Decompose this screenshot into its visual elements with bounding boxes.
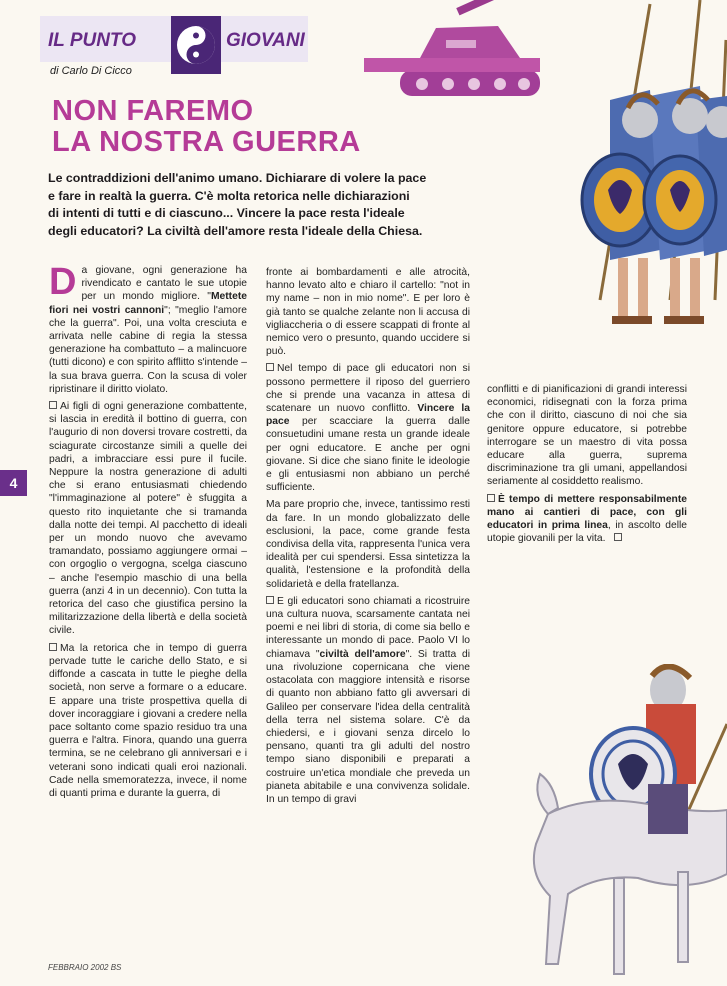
article-column-1 — [49, 261, 247, 804]
checkbox-icon — [49, 643, 57, 651]
footer: FEBBRAIO 2002 BS — [48, 963, 122, 972]
article-column-3 — [487, 383, 687, 549]
lead-line: e fare in realtà la guerra. C'è molta retorica nelle dichiarazioni — [48, 188, 410, 203]
headline-line-2: LA NOSTRA GUERRA — [52, 126, 361, 158]
highlight-text: civiltà dell'amore — [319, 648, 406, 660]
rider-illustration — [528, 664, 727, 986]
highlight-text: Vincere la pace — [266, 403, 470, 428]
paragraph: Ai figli di ogni generazione combattente, si lascia in eredità il bottino di guerra, con l'augurio di non doversi trovare costretti, da sciagurate circostanze simili a quelle dei padri, a imbracciare essi pure il fucile. Neppure la nostra generazione di adulti che si erano entusiasmati chiedendo "l'immaginazione al potere" è sfuggita a questo rito inquietante che si tramanda dalla notte dei tempi. Al pacchetto di ideali per un mondo nuovo che avevamo tramandato, possiamo aggiungere ormai – con orgoglio o vergogna, scelga ciascuno – anche l'esempio maschio di una bella guerra (anzi 4 in un decennio). Con tutta la retorica del caso che giustifica persino la militarizzazione della libertà e della società civile. — [49, 401, 247, 637]
headline-line-1: NON FAREMO — [52, 95, 254, 127]
yin-yang-logo — [171, 16, 221, 74]
lead-line: Le contraddizioni dell'animo umano. Dichiarare di volere la pace — [48, 171, 427, 185]
checkbox-icon — [266, 363, 274, 371]
paragraph: Da giovane, ogni generazione ha rivendicato e cantato le sue utopie per un mondo migliore. "Mettete fiori nei vostri cannoni"; "meglio l'amore che la guerra". Poi, una volta cresciuta e arrivata nelle cabine di regia la stessa generazione ha combattuto – a malincuore (tutti dicono) e con spirito afflitto s'intende – la sua brava guerra. Con la scusa di voler ripristinare il diritto violato. — [49, 261, 247, 395]
end-mark-icon — [614, 533, 622, 541]
highlight-text: Mettete fiori nei vostri cannoni — [49, 291, 247, 316]
paragraph: Ma la retorica che in tempo di guerra pervade tutte le cariche dello Stato, e si diffonde a cascata in tutte le pieghe della società, non serve a formare o a educare. E appare una triste prospettiva quella di dover incoraggiare i giovani a credere nella pace soltanto come spazio residuo tra una guerra e l'altra. Finora, quando una guerra termina, se ne celebrano gli anniversari e i veterani sono indicati quali eroi nazionali. Cade nella smemoratezza, invece, il nome di quanti prima e durante la guerra, di — [49, 642, 247, 799]
paragraph: conflitti e di pianificazioni di grandi interessi economici, ridisegnati con la forza prima che con il diritto, ciascuno di noi che sia genitore oppure educatore, si potrebbe interrogare se un maestro di vita possa educare alla guerra, suprema discriminazione tra gli umani, appellandosi seriamente al cosiddetto realismo. — [487, 384, 687, 488]
warriors-illustration — [500, 0, 727, 380]
paragraph: E gli educatori sono chiamati a ricostruire una cultura nuova, scarsamente cantata nei poemi e nei libri di storia, di come sia bello e interessante un mondo di pace. Paolo VI lo chiamava "civiltà dell'amore". Si tratta di una rivoluzione copernicana che viene ostacolata con maggiore intensità e risorse di quanto non abbiano fatto gli avversari di Galileo per conservare l'idea della centralità della terra nel sistema solare. C'è da chiedersi, e i giovani senza dircelo lo pensano, quanti tra gli adulti del nostro tempo siano disponibili e preparati a costruire un'etica mondiale che preveda un pianeta abitabile e una convivenza solidale. In un tempo di gravi — [266, 595, 471, 805]
paragraph: Ma pare proprio che, invece, tantissimo resti da fare. In un mondo globalizzato delle esclusioni, la pace, come grande festa condivisa della vita, rappresenta l'unica vera idealità per cui spendersi. Essa sintetizza la qualità, l'estensione e la profondità della solidarietà e della fratellanza. — [266, 499, 470, 590]
highlight-text: È tempo di mettere responsabilmente mano ai cantieri di pace, con gli educatori in prima linea — [487, 493, 687, 532]
byline: di Carlo Di Cicco — [50, 65, 132, 77]
paragraph: Nel tempo di pace gli educatori non si possono permettere il riposo del guerriero che si prende una vacanza in attesa di scatenare un nuovo conflitto. Vincere la pace per scacciare la guerra dalle consuetudini umane resta un grande ideale per ogni educatore. E anche per ogni giovane. Si dice che siano finite le ideologie e gli entusiasmi non abbiano un perché sufficiente. — [266, 363, 470, 494]
lead-line: di intenti di tutti e di ciascuno... Vincere la pace resta l'ideale — [48, 206, 405, 220]
paragraph: È tempo di mettere responsabilmente mano ai cantieri di pace, con gli educatori in prima linea, in ascolto delle utopie giovanili per la vita. — [487, 493, 687, 545]
paragraph: fronte ai bombardamenti e alle atrocità, hanno levato alto e chiaro il cartello: "not in my name – non in mio nome". E per loro è già tanto se qualche zelante non li accusa di vigliaccheria o di essere scappati di fronte al nemico vero o presunto, quando uccidere si può. — [266, 267, 470, 358]
checkbox-icon — [266, 596, 274, 604]
checkbox-icon — [49, 401, 57, 409]
checkbox-icon — [487, 494, 495, 502]
page-number-tab: 4 — [0, 470, 27, 496]
headline — [52, 96, 361, 158]
drop-cap: D — [49, 261, 77, 303]
lead-line: degli educatori? La civiltà dell'amore resta l'ideale della Chiesa. — [48, 223, 423, 238]
section-banner — [40, 16, 308, 62]
article-column-2 — [266, 266, 470, 810]
lead-paragraph — [48, 170, 468, 240]
section-label-left: IL PUNTO — [48, 30, 136, 51]
section-label-right: GIOVANI — [226, 30, 305, 51]
